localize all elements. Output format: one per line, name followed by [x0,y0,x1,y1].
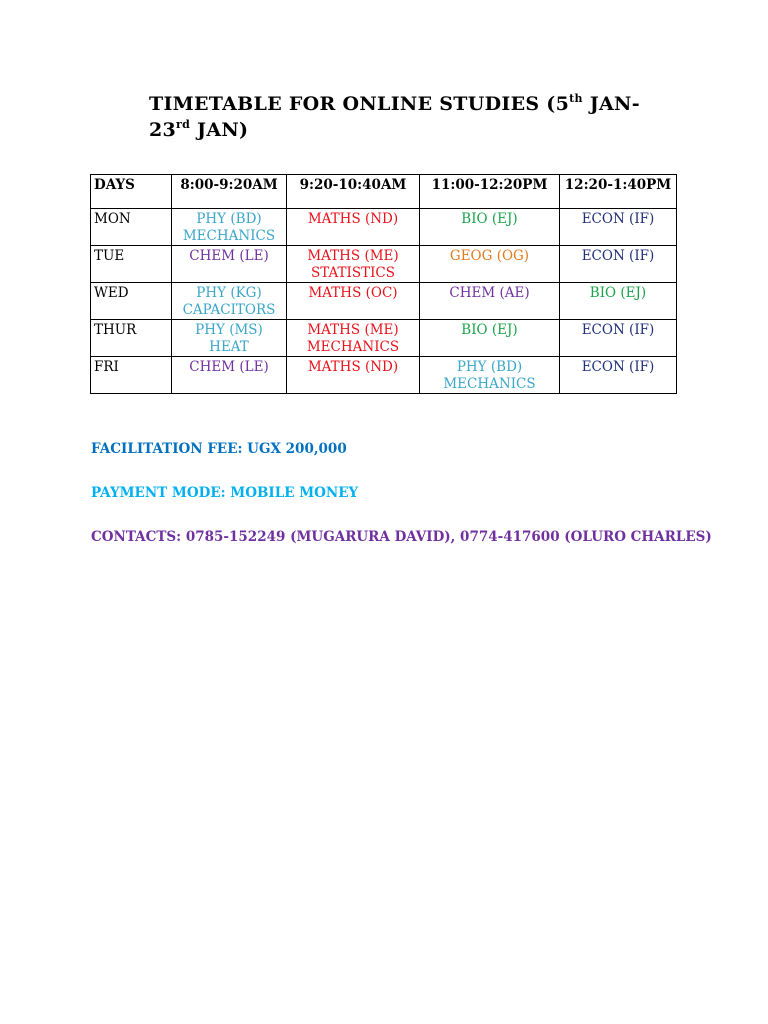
lesson-cell [420,320,560,357]
header-slot-4: 12:20-1:40PM [560,175,677,209]
lesson-text: CHEM (AE) [449,285,530,301]
title-part-1: TIMETABLE FOR ONLINE STUDIES (5 [149,93,570,115]
lesson-cell [420,246,560,283]
lesson-text: CHEM (LE) [189,248,269,264]
lesson-text: MATHS (OC) [308,285,398,301]
header-slot-3: 11:00-12:20PM [420,175,560,209]
lesson-cell [560,246,677,283]
lesson-cell [420,357,560,394]
lesson-text: MATHS (ND) [307,211,399,227]
lesson-cell [560,320,677,357]
timetable-header-row [91,175,677,209]
lesson-cell [287,283,420,320]
lesson-text: CAPACITORS [182,302,276,318]
title-part-4: JAN) [190,119,249,141]
lesson-text: GEOG (OG) [449,248,530,264]
lesson-text: MECHANICS [182,228,276,244]
lesson-text: PHY (MS) [195,322,263,338]
day-cell: WED [91,283,172,320]
lesson-text: ECON (IF) [581,248,655,264]
lesson-text: BIO (EJ) [589,285,647,301]
lesson-text: PHY (BD) [196,211,262,227]
lesson-text: MATHS (ND) [307,359,399,375]
lesson-cell [287,357,420,394]
lesson-cell [172,357,287,394]
lesson-cell [172,320,287,357]
lesson-text: MATHS (ME) [307,248,399,264]
lesson-text: PHY (KG) [196,285,262,301]
lesson-text: HEAT [209,339,249,355]
lesson-cell [172,283,287,320]
lesson-text: MECHANICS [443,376,536,392]
lesson-cell [560,283,677,320]
lesson-cell [287,246,420,283]
table-row [91,209,677,246]
lesson-text: ECON (IF) [581,211,655,227]
lesson-cell [172,246,287,283]
table-row [91,283,677,320]
lesson-text: BIO (EJ) [461,211,518,227]
lesson-cell [287,320,420,357]
lesson-cell [420,283,560,320]
lesson-text: ECON (IF) [581,359,655,375]
timetable [90,174,677,394]
table-row [91,357,677,394]
lesson-text: MATHS (ME) [307,322,399,338]
day-cell: MON [91,209,172,246]
lesson-cell [420,209,560,246]
title-part-2: JAN- [582,93,640,115]
table-row [91,246,677,283]
lesson-text: ECON (IF) [581,322,655,338]
day-cell: FRI [91,357,172,394]
header-days: DAYS [91,175,172,209]
header-slot-2: 9:20-10:40AM [287,175,420,209]
title-superscript-1: th [569,92,583,105]
title-superscript-2: rd [176,118,191,131]
payment-mode: PAYMENT MODE: MOBILE MONEY [91,485,359,501]
lesson-text: PHY (BD) [456,359,523,375]
lesson-text: BIO (EJ) [461,322,518,338]
lesson-cell [287,209,420,246]
lesson-text: STATISTICS [310,265,396,281]
contacts: CONTACTS: 0785-152249 (MUGARURA DAVID), 0774-417600 (OLURO CHARLES) [91,529,712,545]
lesson-cell [560,357,677,394]
title-part-3: 23 [149,119,177,141]
lesson-cell [560,209,677,246]
table-row [91,320,677,357]
lesson-cell [172,209,287,246]
day-cell: TUE [91,246,172,283]
lesson-text: MECHANICS [306,339,400,355]
facilitation-fee: FACILITATION FEE: UGX 200,000 [91,441,347,457]
page-title [149,91,709,143]
header-slot-1: 8:00-9:20AM [172,175,287,209]
day-cell: THUR [91,320,172,357]
lesson-text: CHEM (LE) [189,359,269,375]
